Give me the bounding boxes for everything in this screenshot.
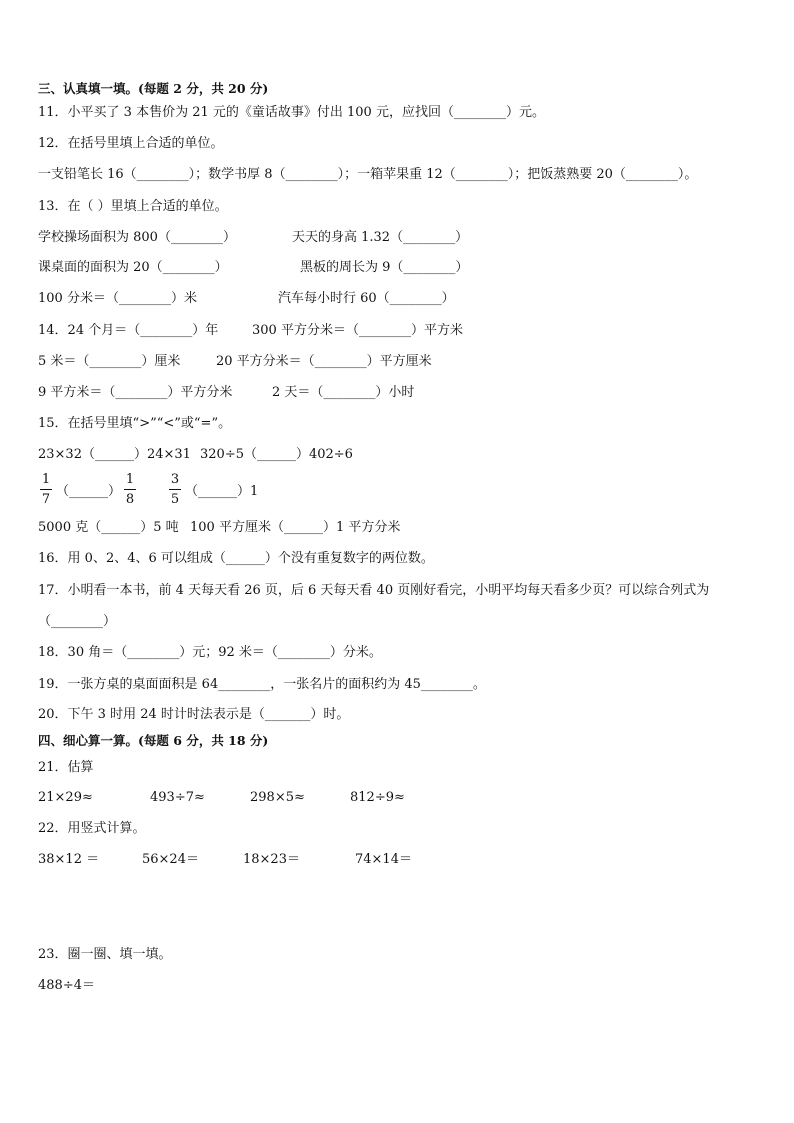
estimate-item: 493÷7≈ [150,790,205,805]
question-14-item: 5 米＝（________）厘米 [38,354,181,369]
question-17-line2: （________） [38,614,117,629]
question-13-stem: 13．在（ ）里填上合适的单位。 [38,199,228,214]
section3-title: 三、认真填一填。(每题 2 分，共 20 分) [38,81,269,96]
fraction-denominator: 5 [170,492,180,507]
question-23-expr: 488÷4＝ [38,978,95,993]
question-15-item: 23×32（______）24×31 [38,447,191,462]
compare-blank[interactable]: （______）1 [185,484,259,499]
question-11: 11．小平买了 3 本售价为 21 元的《童话故事》付出 100 元，应找回（________）元。 [38,105,545,120]
question-14-item: 20 平方分米＝（________）平方厘米 [216,354,432,369]
question-20: 20．下午 3 时用 24 时计时法表示是（_______）时。 [38,707,350,722]
fraction-1-8 [122,472,138,507]
question-13-item: 课桌面的面积为 20（________） [38,260,228,275]
question-23-stem: 23．圈一圈、填一填。 [38,947,172,962]
fraction-numerator: 1 [125,472,135,487]
question-15-item: 100 平方厘米（______）1 平方分米 [190,520,401,535]
question-12-line: 一支铅笔长 16（________）；数学书厚 8（________）；一箱苹果重 12（________）；把饭蒸熟要 20（________）。 [38,167,698,182]
fraction-3-5 [167,472,183,507]
fraction-1-7 [38,472,54,507]
question-14-item: 300 平方分米＝（________）平方米 [252,323,463,338]
question-13-item: 汽车每小时行 60（________） [278,291,455,306]
question-13-item: 天天的身高 1.32（________） [292,230,469,245]
question-15-item: 5000 克（______）5 吨 [38,520,179,535]
question-13-item: 学校操场面积为 800（________） [38,230,236,245]
compare-blank[interactable]: （______） [56,484,122,499]
vertical-calc-item: 18×23＝ [243,852,300,867]
estimate-item: 21×29≈ [38,790,93,805]
question-13-item: 100 分米＝（________）米 [38,291,197,306]
question-22-stem: 22．用竖式计算。 [38,821,146,836]
estimate-item: 812÷9≈ [350,790,405,805]
question-16: 16．用 0、2、4、6 可以组成（______）个没有重复数字的两位数。 [38,551,434,566]
question-14-item: 9 平方米＝（________）平方分米 [38,385,233,400]
question-14-item: 2 天＝（________）小时 [272,385,415,400]
question-19: 19．一张方桌的桌面面积是 64________，一张名片的面积约为 45________。 [38,677,486,692]
question-15-item: 320÷5（______）402÷6 [200,447,353,462]
question-17-line1: 17．小明看一本书，前 4 天每天看 26 页，后 6 天每天看 40 页刚好看完，小明平均每天看多少页？可以综合列式为 [38,583,710,598]
question-18: 18．30 角＝（________）元；92 米＝（________）分米。 [38,645,382,660]
question-12-stem: 12．在括号里填上合适的单位。 [38,136,224,151]
fraction-numerator: 1 [41,472,51,487]
vertical-calc-item: 56×24＝ [142,852,199,867]
fraction-denominator: 7 [41,492,51,507]
question-21-stem: 21．估算 [38,760,94,775]
question-13-item: 黑板的周长为 9（________） [300,260,469,275]
question-15-stem: 15．在括号里填“>”“<”或“=”。 [38,416,232,431]
vertical-calc-item: 38×12 ＝ [38,852,100,867]
fraction-denominator: 8 [125,492,135,507]
question-14-item: 14．24 个月＝（________）年 [38,323,219,338]
fraction-numerator: 3 [170,472,180,487]
estimate-item: 298×5≈ [250,790,305,805]
vertical-calc-item: 74×14＝ [355,852,412,867]
section4-title: 四、细心算一算。(每题 6 分，共 18 分) [38,733,269,748]
